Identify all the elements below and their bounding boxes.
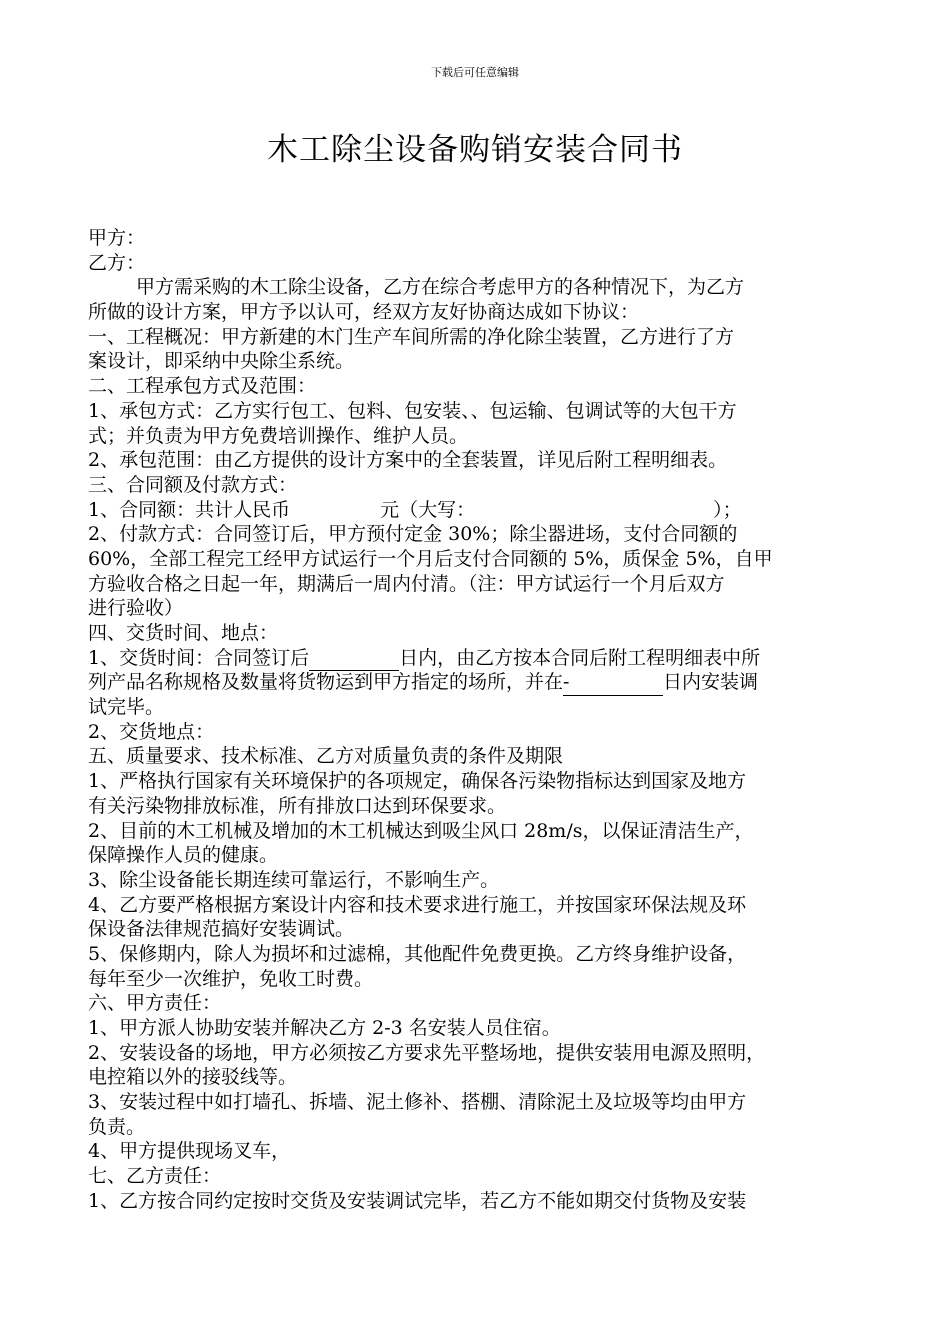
- amount-words-close: ）；: [713, 498, 742, 521]
- clause-line: 有关污染物排放标准，所有排放口达到环保要求。: [88, 794, 507, 817]
- delivery-days-blank: [309, 646, 399, 672]
- section-heading: 五、质量要求、技术标准、乙方对质量负责的条件及期限: [88, 745, 564, 768]
- clause-line: 2、付款方式：合同签订后，甲方预付定金 30%；除尘器进场，支付合同额的: [88, 523, 738, 546]
- clause-line: 1、乙方按合同约定按时交货及安装调试完毕，若乙方不能如期交付货物及安装: [88, 1189, 747, 1212]
- section-heading: 一、工程概况：甲方新建的木门生产车间所需的净化除尘装置，乙方进行了方: [88, 325, 735, 348]
- contract-body: [88, 226, 868, 1214]
- section-heading: 四、交货时间、地点：: [88, 622, 279, 644]
- contract-amount-line: [88, 498, 868, 523]
- clause-line: 1、承包方式：乙方实行包工、包料、包安装、、包运输、包调试等的大包干方: [88, 399, 737, 422]
- install-days-dash: -: [563, 671, 570, 694]
- contract-amount-label: 1、合同额：共计人民币: [88, 498, 291, 521]
- install-time-label: 列产品名称规格及数量将货物运到甲方指定的场所，并在: [88, 671, 564, 694]
- preamble-line: 所做的设计方案，甲方予以认可，经双方友好协商达成如下协议：: [88, 301, 640, 324]
- clause-line: 2、目前的木工机械及增加的木工机械达到吸尘风口 28m/s，以保证清洁生产，: [88, 819, 754, 842]
- clause-line: 5、保修期内，除人为损坏和过滤棉，其他配件免费更换。乙方终身维护设备，: [88, 942, 747, 965]
- clause-line: 保障操作人员的健康。: [88, 844, 279, 867]
- party-b-line: 乙方：: [88, 251, 146, 274]
- delivery-time-label: 1、交货时间：合同签订后: [88, 646, 310, 669]
- amount-words-label: 元（大写：: [380, 498, 476, 521]
- section-heading: 六、甲方责任：: [88, 992, 222, 1015]
- section-heading: 二、工程承包方式及范围：: [88, 375, 317, 398]
- clause-line: 2、交货地点：: [88, 720, 215, 743]
- clause-line: 4、甲方提供现场叉车，: [88, 1140, 291, 1163]
- install-time-rest: 日内安装调: [663, 671, 759, 694]
- install-days-blank: [563, 670, 663, 696]
- clause-line: 负责。: [88, 1115, 146, 1138]
- clause-line: 电控箱以外的接驳线等。: [88, 1066, 298, 1089]
- clause-line: 3、安装过程中如打墙孔、拆墙、泥土修补、搭棚、清除泥土及垃圾等均由甲方: [88, 1091, 747, 1114]
- section-heading: 七、乙方责任：: [88, 1165, 222, 1188]
- clause-line: 60%，全部工程完工经甲方试运行一个月后支付合同额的 5%，质保金 5%，自甲: [88, 547, 773, 570]
- clause-line: 每年至少一次维护，免收工时费。: [88, 967, 374, 990]
- clause-line: 方验收合格之日起一年，期满后一周内付清。（注：甲方试运行一个月后双方: [88, 572, 725, 595]
- clause-line: 4、乙方要严格根据方案设计内容和技术要求进行施工，并按国家环保法规及环: [88, 893, 747, 916]
- clause-line: 1、严格执行国家有关环境保护的各项规定，确保各污染物指标达到国家及地方: [88, 770, 747, 793]
- clause-line: 2、安装设备的场地，甲方必须按乙方要求先平整场地，提供安装用电源及照明，: [88, 1041, 766, 1064]
- clause-line: 2、承包范围：由乙方提供的设计方案中的全套装置，详见后附工程明细表。: [88, 449, 728, 472]
- clause-line: 案设计，即采纳中央除尘系统。: [88, 350, 355, 373]
- clause-line: 保设备法律规范搞好安装调试。: [88, 918, 355, 941]
- clause-line: 进行验收）: [88, 597, 184, 620]
- preamble-line: 甲方需采购的木工除尘设备，乙方在综合考虑甲方的各种情况下，为乙方: [136, 276, 745, 299]
- party-a-line: 甲方：: [88, 227, 146, 249]
- document-title: 木工除尘设备购销安装合同书: [267, 132, 683, 168]
- delivery-time-line: [88, 646, 868, 671]
- delivery-time-rest: 日内，由乙方按本合同后附工程明细表中所: [399, 646, 761, 669]
- clause-line: 试完毕。: [88, 696, 165, 719]
- install-time-line: [88, 670, 868, 695]
- clause-line: 1、甲方派人协助安装并解决乙方 2-3 名安装人员住宿。: [88, 1017, 561, 1039]
- section-heading: 三、合同额及付款方式：: [88, 473, 298, 496]
- clause-line: 式；并负责为甲方免费培训操作、维护人员。: [88, 424, 469, 447]
- page-header-note: 下载后可任意编辑: [431, 66, 519, 79]
- clause-line: 3、除尘设备能长期连续可靠运行，不影响生产。: [88, 868, 500, 891]
